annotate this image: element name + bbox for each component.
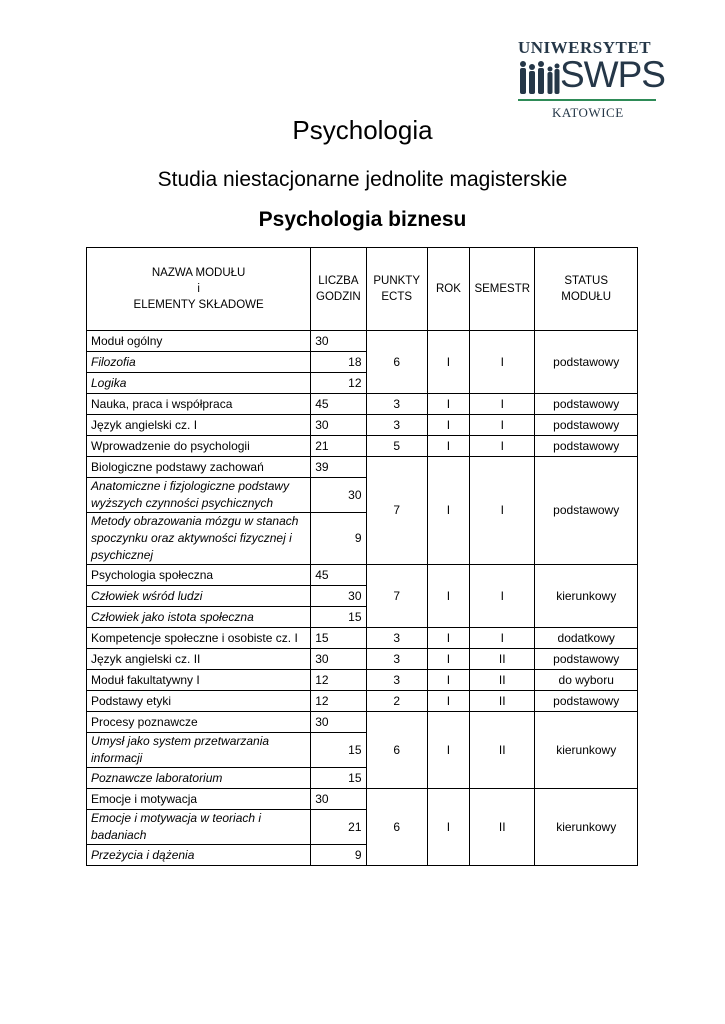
header-ects: PUNKTY ECTS [366, 248, 427, 331]
module-year: I [427, 436, 469, 457]
people-figures-icon [518, 60, 560, 94]
module-ects: 6 [366, 789, 427, 866]
header-module-name: NAZWA MODUŁU i ELEMENTY SKŁADOWE [87, 248, 311, 331]
table-row [87, 691, 638, 712]
element-name: Człowiek wśród ludzi [87, 586, 311, 607]
module-semester: I [470, 394, 535, 415]
table-row [87, 415, 638, 436]
module-year: I [427, 789, 469, 866]
module-year: I [427, 691, 469, 712]
element-hours: 21 [311, 810, 366, 845]
module-hours: 30 [311, 649, 366, 670]
header-semester: SEMESTR [470, 248, 535, 331]
module-hours: 45 [311, 565, 366, 586]
module-year: I [427, 457, 469, 565]
table-row [87, 670, 638, 691]
element-name: Logika [87, 373, 311, 394]
module-ects: 7 [366, 457, 427, 565]
module-status: podstawowy [535, 436, 638, 457]
module-year: I [427, 331, 469, 394]
module-ects: 6 [366, 712, 427, 789]
module-name: Język angielski cz. II [87, 649, 311, 670]
module-semester: II [470, 649, 535, 670]
module-semester: I [470, 565, 535, 628]
module-name: Kompetencje społeczne i osobiste cz. I [87, 628, 311, 649]
module-status: podstawowy [535, 649, 638, 670]
module-status: podstawowy [535, 331, 638, 394]
module-ects: 3 [366, 670, 427, 691]
header-status: STATUS MODUŁU [535, 248, 638, 331]
module-name: Moduł ogólny [87, 331, 311, 352]
element-name: Emocje i motywacja w teoriach i badaniach [87, 810, 311, 845]
module-hours: 15 [311, 628, 366, 649]
element-hours: 9 [311, 513, 366, 565]
table-row [87, 789, 638, 810]
university-logo [508, 30, 668, 125]
module-hours: 30 [311, 415, 366, 436]
module-semester: II [470, 789, 535, 866]
element-hours: 15 [311, 768, 366, 789]
table-header-row [87, 248, 638, 331]
curriculum-table [86, 247, 638, 866]
element-name: Przeżycia i dążenia [87, 845, 311, 866]
page-title: Psychologia [292, 115, 433, 145]
element-name: Umysł jako system przetwarzania informacji [87, 733, 311, 768]
module-name: Język angielski cz. I [87, 415, 311, 436]
module-semester: II [470, 670, 535, 691]
table-row [87, 628, 638, 649]
module-year: I [427, 394, 469, 415]
table-row [87, 565, 638, 586]
module-hours: 12 [311, 670, 366, 691]
element-name: Metody obrazowania mózgu w stanach spoczynku oraz aktywności fizycznej i psychicznej [87, 513, 311, 565]
element-hours: 30 [311, 478, 366, 513]
header-hours: LICZBA GODZIN [311, 248, 366, 331]
module-semester: I [470, 331, 535, 394]
module-ects: 2 [366, 691, 427, 712]
element-name: Filozofia [87, 352, 311, 373]
module-ects: 6 [366, 331, 427, 394]
table-row [87, 457, 638, 478]
module-name: Emocje i motywacja [87, 789, 311, 810]
module-name: Biologiczne podstawy zachowań [87, 457, 311, 478]
module-semester: II [470, 691, 535, 712]
module-hours: 30 [311, 789, 366, 810]
table-row [87, 331, 638, 352]
page-subtitle: Studia niestacjonarne jednolite magisterskie [157, 168, 568, 191]
module-status: kierunkowy [535, 565, 638, 628]
module-year: I [427, 628, 469, 649]
module-hours: 30 [311, 331, 366, 352]
module-semester: II [470, 712, 535, 789]
table-row [87, 436, 638, 457]
module-hours: 39 [311, 457, 366, 478]
element-name: Człowiek jako istota społeczna [87, 607, 311, 628]
module-ects: 3 [366, 628, 427, 649]
module-semester: I [470, 415, 535, 436]
element-hours: 15 [311, 733, 366, 768]
module-semester: I [470, 457, 535, 565]
module-status: do wyboru [535, 670, 638, 691]
module-year: I [427, 649, 469, 670]
specialization-title: Psychologia biznesu [258, 208, 467, 231]
logo-brand-text: SWPS [560, 54, 665, 95]
element-hours: 12 [311, 373, 366, 394]
module-ects: 7 [366, 565, 427, 628]
module-year: I [427, 712, 469, 789]
module-hours: 30 [311, 712, 366, 733]
module-ects: 3 [366, 394, 427, 415]
module-ects: 5 [366, 436, 427, 457]
module-hours: 12 [311, 691, 366, 712]
element-hours: 30 [311, 586, 366, 607]
module-name: Wprowadzenie do psychologii [87, 436, 311, 457]
module-status: podstawowy [535, 415, 638, 436]
table-row [87, 394, 638, 415]
element-hours: 9 [311, 845, 366, 866]
table-body [87, 331, 638, 866]
logo-university-text: UNIWERSYTET [518, 38, 652, 57]
module-status: kierunkowy [535, 789, 638, 866]
module-name: Psychologia społeczna [87, 565, 311, 586]
element-name: Poznawcze laboratorium [87, 768, 311, 789]
module-ects: 3 [366, 415, 427, 436]
logo-divider [518, 99, 656, 101]
module-status: podstawowy [535, 691, 638, 712]
module-status: kierunkowy [535, 712, 638, 789]
module-name: Podstawy etyki [87, 691, 311, 712]
module-name: Procesy poznawcze [87, 712, 311, 733]
module-year: I [427, 565, 469, 628]
module-hours: 45 [311, 394, 366, 415]
table-row [87, 649, 638, 670]
module-name: Moduł fakultatywny I [87, 670, 311, 691]
module-status: dodatkowy [535, 628, 638, 649]
element-name: Anatomiczne i fizjologiczne podstawy wyższych czynności psychicznych [87, 478, 311, 513]
module-year: I [427, 670, 469, 691]
module-status: podstawowy [535, 394, 638, 415]
module-semester: I [470, 436, 535, 457]
logo-city-text: KATOWICE [552, 105, 624, 120]
element-hours: 15 [311, 607, 366, 628]
module-status: podstawowy [535, 457, 638, 565]
header-year: ROK [427, 248, 469, 331]
module-ects: 3 [366, 649, 427, 670]
table-row [87, 712, 638, 733]
module-year: I [427, 415, 469, 436]
element-hours: 18 [311, 352, 366, 373]
module-hours: 21 [311, 436, 366, 457]
module-semester: I [470, 628, 535, 649]
module-name: Nauka, praca i współpraca [87, 394, 311, 415]
